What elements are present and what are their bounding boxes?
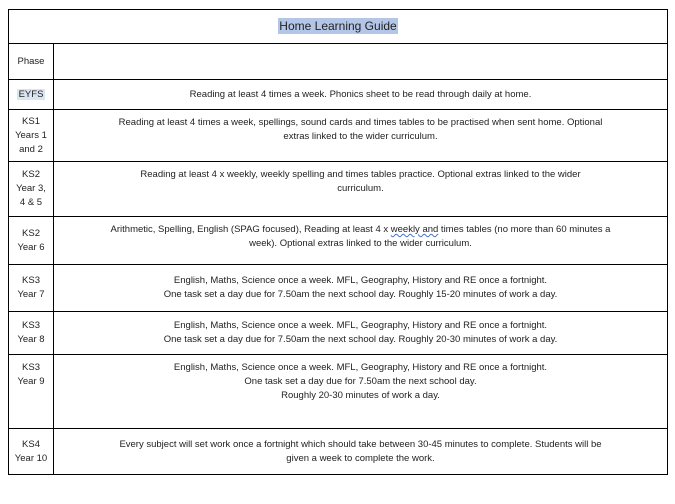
table-row: [9, 265, 668, 312]
phase-line: KS2: [22, 169, 40, 180]
description-line: extras linked to the wider curriculum.: [283, 131, 438, 142]
header-row: [9, 44, 668, 80]
description-line: One task set a day due for 7.50am the next school day. Roughly 15-20 minutes of work a day.: [163, 289, 558, 300]
phase-cell: [9, 265, 54, 312]
phase-line: and 2: [19, 143, 43, 155]
table-row: [9, 429, 668, 475]
phase-line: KS1: [22, 115, 40, 127]
description-line: given a week to complete the work.: [286, 452, 435, 464]
phase-line: Year 7: [17, 289, 45, 300]
phase-line: Year 10: [14, 452, 48, 464]
phase-cell: [9, 217, 54, 265]
table-row: [9, 162, 668, 217]
description-text: times tables (no more than 60 minutes a: [438, 224, 611, 235]
phase-line: KS2: [22, 227, 40, 239]
description-text: Arithmetic, Spelling, English (SPAG focused), Reading at least 4 x: [110, 224, 391, 235]
description-line: Every subject will set work once a fortnight which should take between 30-45 minutes to complete. Students will be: [119, 438, 602, 450]
phase-line: KS4: [22, 438, 40, 450]
phase-cell: [9, 110, 54, 162]
description-line: Roughly 20-30 minutes of work a day.: [281, 390, 440, 401]
description-line: Reading at least 4 times a week. Phonics sheet to be read through daily at home.: [189, 88, 532, 100]
description-cell: [54, 217, 668, 265]
phase-line: Year 3,: [16, 183, 46, 194]
phase-line: Year 6: [17, 241, 45, 253]
table-row: [9, 80, 668, 110]
phase-line: Year 8: [17, 334, 45, 345]
phase-line: KS3: [22, 275, 40, 286]
phase-line: 4 & 5: [19, 197, 43, 208]
description-line: Reading at least 4 x weekly, weekly spelling and times tables practice. Optional extras linked to the wider: [140, 169, 581, 180]
phase-cell: [9, 80, 54, 110]
table-row: [9, 355, 668, 429]
phase-line: Years 1: [15, 129, 47, 141]
table-row: [9, 110, 668, 162]
phase-line: EYFS: [18, 88, 44, 100]
spellcheck-underline: weekly and: [390, 224, 439, 235]
phase-cell: [9, 162, 54, 217]
table-row: [9, 217, 668, 265]
home-learning-table: [8, 9, 668, 475]
description-line: One task set a day due for 7.50am the next school day.: [244, 376, 477, 387]
description-header: [54, 44, 668, 80]
description-line: [58, 223, 663, 237]
description-line: English, Maths, Science once a week. MFL, Geography, History and RE once a fortnight.: [173, 275, 548, 286]
phase-line: Year 9: [17, 376, 45, 387]
description-cell: [54, 265, 668, 312]
description-line: One task set a day due for 7.50am the next school day. Roughly 20-30 minutes of work a day.: [163, 334, 558, 345]
description-line: curriculum.: [337, 183, 384, 194]
phase-line: KS3: [22, 320, 40, 331]
phase-cell: [9, 429, 54, 475]
phase-line: KS3: [22, 362, 40, 373]
description-cell: [54, 110, 668, 162]
description-line: week). Optional extras linked to the wider curriculum.: [249, 238, 472, 249]
description-cell: [54, 80, 668, 110]
description-cell: [54, 312, 668, 355]
description-cell: [54, 429, 668, 475]
phase-header: Phase: [9, 44, 54, 80]
table-row: [9, 312, 668, 355]
title-cell: [9, 10, 668, 44]
phase-cell: [9, 355, 54, 429]
description-line: Reading at least 4 times a week, spellings, sound cards and times tables to be practised when sent home. Optional: [118, 117, 603, 128]
title-row: [9, 10, 668, 44]
description-line: English, Maths, Science once a week. MFL, Geography, History and RE once a fortnight.: [173, 362, 548, 373]
phase-cell: [9, 312, 54, 355]
description-line: English, Maths, Science once a week. MFL, Geography, History and RE once a fortnight.: [173, 320, 548, 331]
description-cell: [54, 162, 668, 217]
description-cell: [54, 355, 668, 429]
page-title: Home Learning Guide: [279, 18, 397, 33]
